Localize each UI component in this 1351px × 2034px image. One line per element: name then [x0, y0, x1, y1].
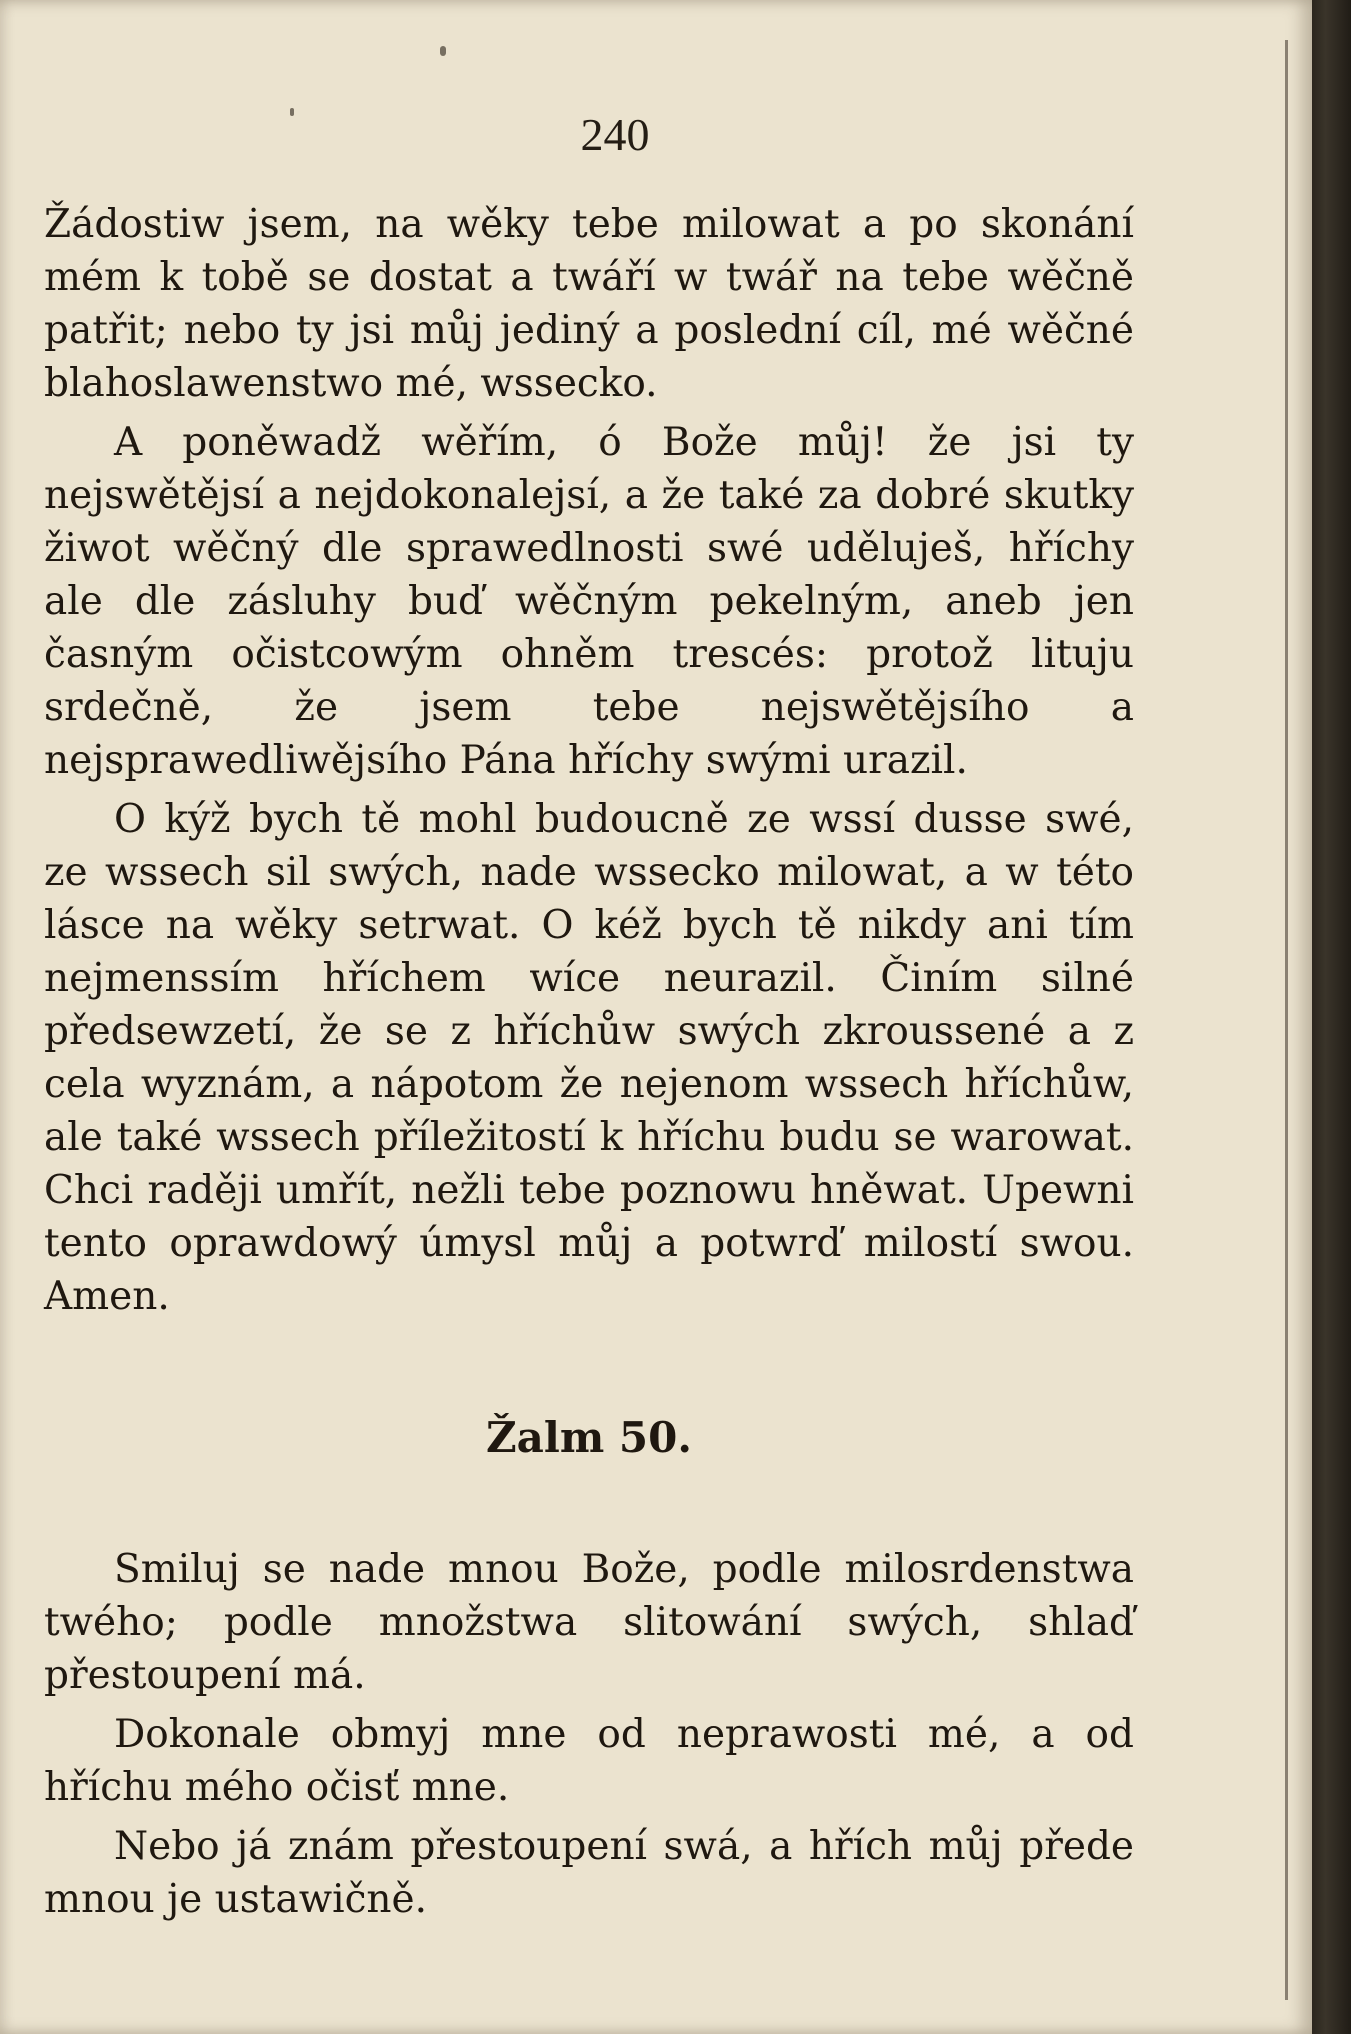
paragraph-3: O kýž bych tě mohl budoucně ze wssí dusse swé, ze wssech sil swých, nade wssecko milowat, a w této lásce na wěky setrwat. O kéž bych tě nikdy ani tím nejmenssím hříchem wíce neurazil. Činím silné předsewzetí, že se z hříchůw swých zkroussené a z cela wyznám, a nápotom že nejenom wssech hříchůw, ale také wssech příležitostí k hříchu budu se warowat. Chci raději umřít, nežli tebe poznowu hněwat. Upewni tento oprawdowý úmysl můj a potwrď milostí swou. Amen. — [44, 797, 1134, 1319]
page-number: 240 — [580, 109, 650, 160]
verse-2: Dokonale obmyj mne od neprawosti mé, a od hříchu mého očisť mne. — [44, 1712, 1134, 1810]
verse-1: Smiluj se nade mnou Bože, podle milosrdenstwa twého; podle množstwa slitowání swých, shlaď přestoupení má. — [44, 1547, 1134, 1698]
ink-speck — [440, 46, 446, 56]
paragraph-2: A poněwadž wěřím, ó Bože můj! že jsi ty nejswětějsí a nejdokonalejsí, a že také za dobré skutky žiwot wěčný dle sprawedlnosti swé uděluješ, hříchy ale dle zásluhy buď wěčným pekelným, aneb jen časným očistcowým ohněm trescés: protož lituju srdečně, že jsem tebe nejswětějsího a nejsprawedliwějsího Pána hříchy swými urazil. — [44, 420, 1134, 783]
verse-3: Nebo já znám přestoupení swá, a hřích můj přede mnou je ustawičně. — [44, 1824, 1134, 1922]
book-edge — [1312, 0, 1351, 2034]
paragraph-1: Žádostiw jsem, na wěky tebe milowat a po skonání mém k tobě se dostat a twáří w twář na tebe wěčně patřit; nebo ty jsi můj jediný a poslední cíl, mé wěčné blahoslawenstwo mé, wssecko. — [44, 202, 1134, 406]
body-text — [44, 198, 1134, 1926]
binding-shadow — [1285, 40, 1288, 2000]
psalm-heading: Žalm 50. — [486, 1413, 692, 1462]
